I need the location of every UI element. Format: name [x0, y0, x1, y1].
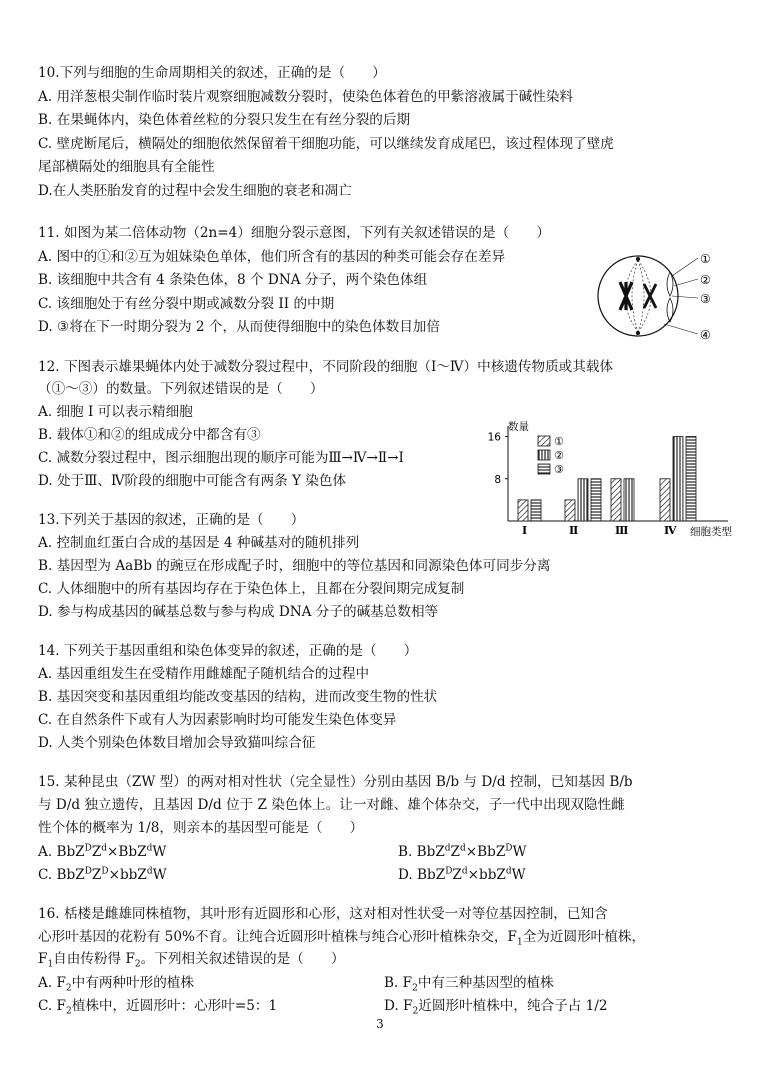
bar-chart — [478, 418, 740, 540]
label-4: ④ — [700, 328, 711, 342]
q11-stem: 11. 如图为某二倍体动物（2n=4）细胞分裂示意图，下列有关叙述错误的是（ ） — [38, 225, 550, 241]
q16-option-a: A. $F_2$中有两种叶形的植株 — [38, 975, 194, 994]
q12-option-b: B. 载体①和②的组成成分中都含有③ — [38, 427, 261, 443]
q15-option-c: C. $BbZ^DZ^D\times bbZ^dW$ — [38, 866, 167, 883]
legend-label-2: ② — [554, 449, 564, 462]
q16-stem-3: $F_1$自由传粉得 $F_2$。下列相关叙述错误的是（ ） — [38, 951, 345, 970]
q10-option-c-cont: 尾部横隔处的细胞具有全能性 — [38, 159, 215, 175]
bar-2-2 — [578, 479, 588, 521]
cell-division-figure — [590, 246, 730, 346]
bar-1-2 — [565, 500, 575, 521]
q11-option-c: C. 该细胞处于有丝分裂中期或减数分裂 II 的中期 — [38, 296, 335, 312]
y-tick-label: 8 — [494, 473, 501, 486]
x-tick-label: Ⅲ — [615, 524, 629, 537]
q16-stem-2: 心形叶基因的花粉有 50%不育。让纯合近圆形叶植株与纯合心形叶植株杂交，$F_1$全为近圆形叶植株， — [38, 929, 646, 948]
q14-option-d: D. 人类个别染色体数目增加会导致猫叫综合征 — [38, 735, 316, 751]
bar-2-4 — [673, 437, 683, 521]
bar-3-1 — [531, 500, 541, 521]
q10-option-d: D.在人类胚胎发育的过程中会发生细胞的衰老和凋亡 — [38, 183, 352, 199]
q10-option-c: C. 壁虎断尾后，横隔处的细胞依然保留着干细胞功能，可以继续发育成尾巴，该过程体现了壁虎 — [38, 136, 614, 152]
q10-stem: 10.下列与细胞的生命周期相关的叙述，正确的是（ ） — [38, 65, 386, 81]
centrosome-top — [636, 257, 640, 261]
q16-stem-1: 16. 栝楼是雌雄同株植物，其叶形有近圆形和心形，这对相对性状受一对等位基因控制，已知含 — [38, 906, 608, 922]
q12-stem-2: （①～③）的数量。下列叙述错误的是（ ） — [38, 381, 324, 397]
x-tick-label: Ⅰ — [522, 524, 528, 537]
q12-option-c: C. 减数分裂过程中，图示细胞出现的顺序可能为Ⅲ→Ⅳ→Ⅱ→Ⅰ — [38, 450, 404, 466]
q15-stem-2: 与 D/d 独立遗传，且基因 D/d 位于 Z 染色体上。让一对雌、雄个体杂交，子一代中出现双隐性雌 — [38, 797, 625, 813]
centrosome-bottom — [636, 331, 640, 335]
y-axis-label: 数量 — [508, 421, 529, 433]
bar-3-2 — [591, 479, 601, 521]
label-3: ③ — [700, 292, 711, 306]
bar-2-3 — [624, 479, 634, 521]
q12-stem-1: 12. 下图表示雄果蝇体内处于减数分裂过程中，不同阶段的细胞（Ⅰ～Ⅳ）中核遗传物质或其载体 — [38, 359, 614, 375]
q15-option-d: D. $BbZ^DZ^d\times bbZ^dW$ — [398, 866, 526, 883]
q16-option-c: C. $F_2$植株中，近圆形叶：心形叶=5：1 — [38, 998, 278, 1017]
legend-swatch-1 — [538, 436, 550, 446]
q12-option-d: D. 处于Ⅲ、Ⅳ阶段的细胞中可能含有两条 Y 染色体 — [38, 473, 347, 489]
q13-stem: 13.下列关于基因的叙述，正确的是（ ） — [38, 512, 305, 528]
q13-option-a: A. 控制血红蛋白合成的基因是 4 种碱基对的随机排列 — [38, 535, 360, 551]
q14-option-b: B. 基因突变和基因重组均能改变基因的结构，进而改变生物的性状 — [38, 689, 438, 705]
q15-option-a: A. $BbZ^DZ^d\times BbZ^dW$ — [38, 843, 167, 860]
q14-option-a: A. 基因重组发生在受精作用雌雄配子随机结合的过程中 — [38, 666, 370, 682]
q14-option-c: C. 在自然条件下或有人为因素影响时均可能发生染色体变异 — [38, 712, 397, 728]
q12-option-a: A. 细胞 I 可以表示精细胞 — [38, 404, 193, 420]
q11-option-a: A. 图中的①和②互为姐妹染色单体，他们所含有的基因的种类可能会存在差异 — [38, 249, 506, 265]
cell-membrane — [598, 256, 678, 336]
bar-1-4 — [660, 479, 670, 521]
chromosome-left — [620, 282, 632, 310]
q11-option-b: B. 该细胞中共含有 4 条染色体，8 个 DNA 分子，两个染色体组 — [38, 272, 428, 288]
q10-option-a: A. 用洋葱根尖制作临时装片观察细胞减数分裂时，使染色体着色的甲紫溶液属于碱性染料 — [38, 89, 574, 105]
q15-stem-1: 15. 某种昆虫（ZW 型）的两对相对性状（完全显性）分别由基因 B/b 与 D/d 控制，已知基因 B/b — [38, 774, 633, 790]
q13-option-d: D. 参与构成基因的碱基总数与参与构成 DNA 分子的碱基总数相等 — [38, 604, 439, 620]
y-tick-label: 16 — [487, 431, 501, 444]
q13-option-c: C. 人体细胞中的所有基因均存在于染色体上，且都在分裂间期完成复制 — [38, 581, 465, 597]
chromatid-outline-2 — [667, 298, 673, 322]
bar-1-1 — [518, 500, 528, 521]
x-tick-label: Ⅱ — [569, 524, 579, 537]
legend-swatch-2 — [538, 450, 550, 460]
bar-3-4 — [686, 437, 696, 521]
q16-option-d: D. $F_2$近圆形叶植株中，纯合子占 1/2 — [384, 998, 608, 1017]
chromosome-right — [644, 284, 656, 308]
q15-stem-3: 性个体的概率为 1/8，则亲本的基因型可能是（ ） — [38, 820, 364, 836]
q11-option-d: D. ③将在下一时期分裂为 2 个，从而使得细胞中的染色体数目加倍 — [38, 319, 440, 335]
q14-stem: 14. 下列关于基因重组和染色体变异的叙述，正确的是（ ） — [38, 643, 418, 659]
q16-option-b: B. $F_2$中有三种基因型的植株 — [384, 975, 554, 994]
spindle-fibers — [625, 260, 651, 332]
q13-option-b: B. 基因型为 AaBb 的豌豆在形成配子时，细胞中的等位基因和同源染色体可同步分离 — [38, 558, 551, 574]
label-1: ① — [700, 252, 711, 266]
x-axis-label: 细胞类型 — [690, 526, 732, 538]
legend-label-3: ③ — [554, 463, 564, 476]
page-number: 3 — [376, 1017, 384, 1031]
q10-option-b: B. 在果蝇体内，染色体着丝粒的分裂只发生在有丝分裂的后期 — [38, 112, 411, 128]
bar-1-3 — [611, 479, 621, 521]
legend-label-1: ① — [554, 435, 564, 448]
x-tick-label: Ⅳ — [664, 524, 677, 537]
label-2: ② — [700, 273, 711, 287]
q15-option-b: B. $BbZ^dZ^d\times BbZ^DW$ — [398, 843, 527, 860]
legend-swatch-3 — [538, 464, 550, 474]
